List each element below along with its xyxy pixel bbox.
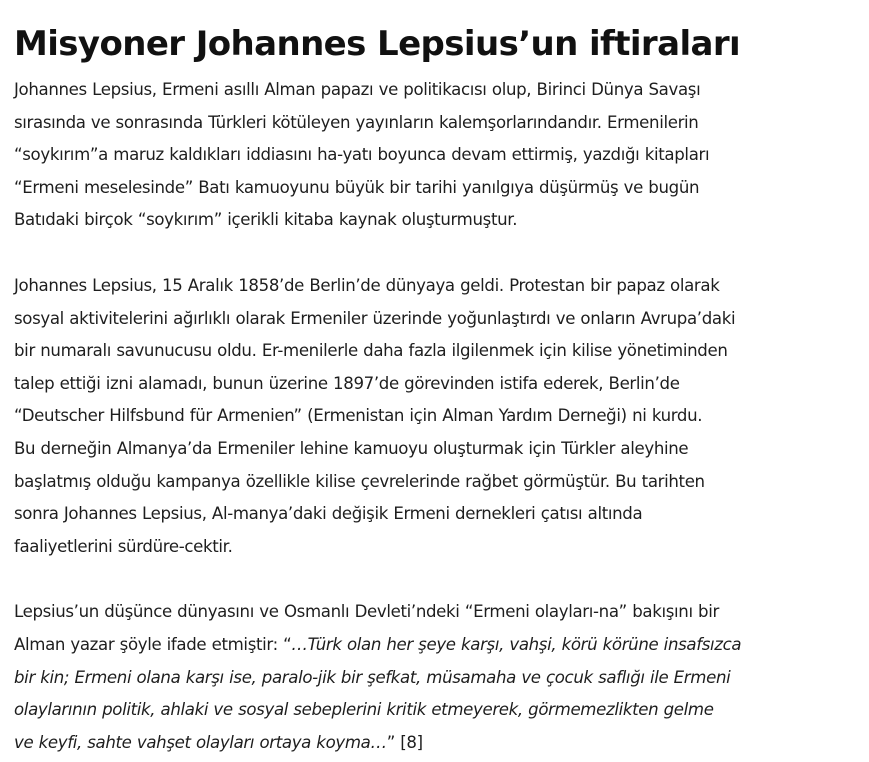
paragraph-line: Bu derneğin Almanya’da Ermeniler lehine kamuoyu oluşturmak için Türkler aleyhine: [14, 438, 689, 458]
paragraph-3: [14, 596, 859, 759]
paragraph-1: [14, 74, 859, 237]
paragraph-line: Johannes Lepsius, 15 Aralık 1858’de Berlin’de dünyaya geldi. Protestan bir papaz olarak: [14, 275, 720, 295]
quote-text: bir kin; Ermeni olana karşı ise, paralo-jik bir şefkat, müsamaha ve çocuk saflığı ile Ermeni: [14, 667, 731, 687]
quote-text: olaylarının politik, ahlaki ve sosyal sebeplerini kritik etmeyerek, görmemezlikten gelme: [14, 700, 714, 720]
quote-intro: Alman yazar şöyle ifade etmiştir: “: [14, 634, 292, 654]
paragraph-line: [14, 727, 859, 760]
paragraph-line: başlatmış olduğu kampanya özellikle kilise çevrelerinde rağbet görmüştür. Bu tarihten: [14, 471, 705, 491]
citation-reference: ” [8]: [386, 732, 423, 752]
paragraph-line: sırasında ve sonrasında Türkleri kötüleyen yayınların kalemşorlarındandır. Ermenilerin: [14, 112, 699, 132]
paragraph-line: “Ermeni meselesinde” Batı kamuoyunu büyük bir tarihi yanılgıya düşürmüş ve bugün: [14, 177, 700, 197]
paragraph-2: [14, 270, 859, 563]
paragraph-line: “soykırım”a maruz kaldıkları iddiasını ha-yatı boyunca devam ettirmiş, yazdığı kitapları: [14, 145, 710, 165]
paragraph-line: [14, 629, 859, 662]
paragraph-line: Johannes Lepsius, Ermeni asıllı Alman papazı ve politikacısı olup, Birinci Dünya Savaşı: [14, 80, 701, 99]
paragraph-line: sonra Johannes Lepsius, Al-manya’daki değişik Ermeni dernekleri çatısı altında: [14, 504, 643, 524]
quote-text: …Türk olan her şeye karşı, vahşi, körü körüne insafsızca: [291, 634, 742, 654]
paragraph-line: bir numaralı savunucusu oldu. Er-menilerle daha fazla ilgilenmek için kilise yönetiminden: [14, 341, 728, 361]
quote-text: ve keyfi, sahte vahşet olayları ortaya koyma…: [14, 732, 387, 752]
paragraph-line: talep ettiği izni alamadı, bunun üzerine 1897’de görevinden istifa ederek, Berlin’de: [14, 373, 680, 393]
paragraph-line: faaliyetlerini sürdüre-cektir.: [14, 536, 233, 556]
article-title: Misyoner Johannes Lepsius’un iftiraları: [14, 24, 741, 64]
paragraph-line: Batıdaki birçok “soykırım” içerikli kitaba kaynak oluşturmuştur.: [14, 210, 518, 230]
paragraph-line: sosyal aktivitelerini ağırlıklı olarak Ermeniler üzerinde yoğunlaştırdı ve onların Avrupa’daki: [14, 308, 736, 328]
paragraph-line: Lepsius’un düşünce dünyasını ve Osmanlı Devleti’ndeki “Ermeni olayları-na” bakışını bir: [14, 602, 719, 622]
article: [14, 22, 859, 759]
paragraph-line: “Deutscher Hilfsbund für Armenien” (Ermenistan için Alman Yardım Derneği) ni kurdu.: [14, 406, 703, 426]
